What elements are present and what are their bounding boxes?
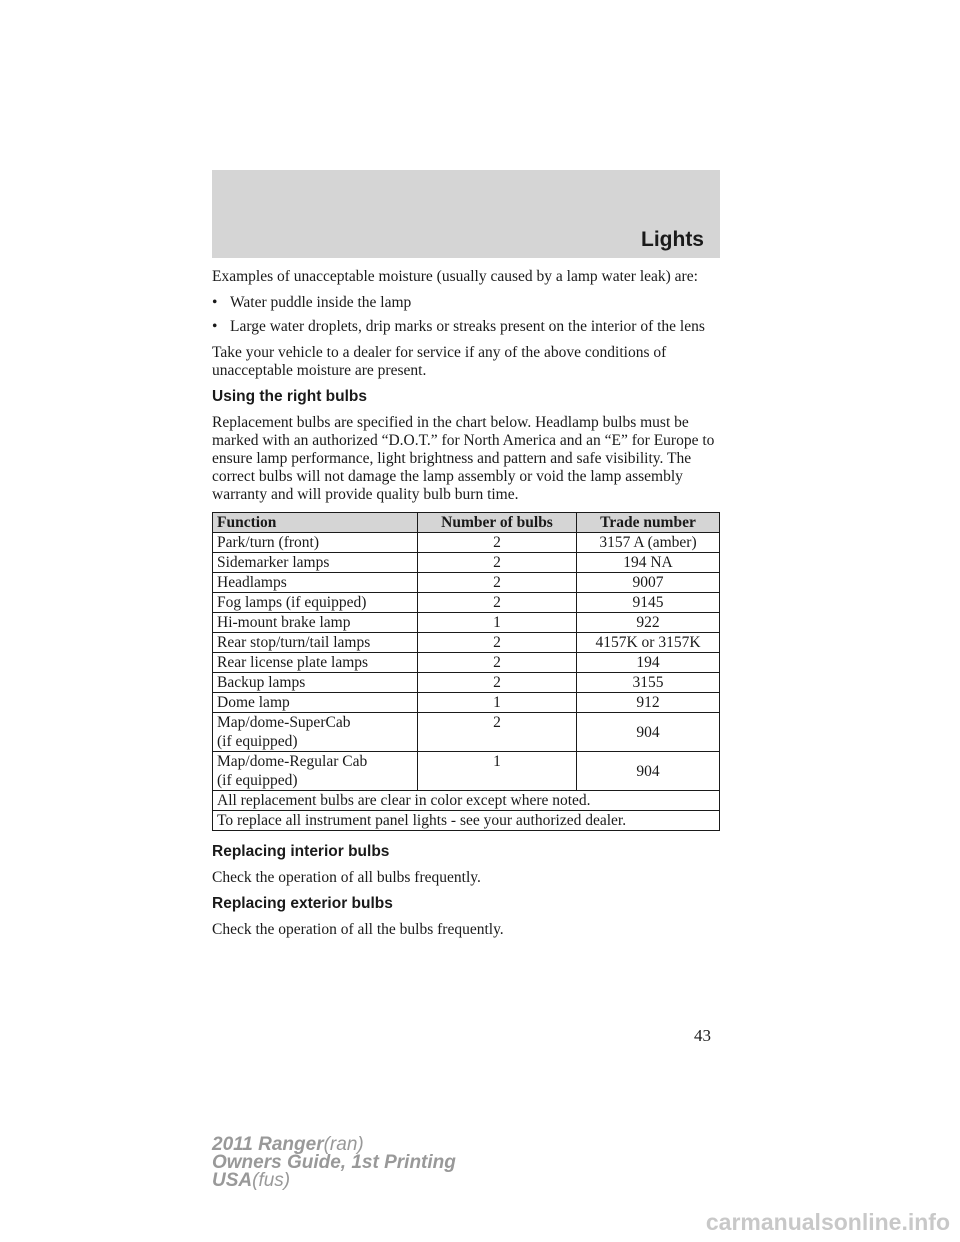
cell-function: Map/dome-SuperCab (if equipped) (213, 713, 418, 752)
cell-function: Backup lamps (213, 673, 418, 693)
cell-count: 2 (418, 673, 577, 693)
table-note-row (213, 811, 720, 831)
cell-count: 1 (418, 752, 577, 791)
cell-trade: 912 (577, 693, 720, 713)
cell-trade: 3155 (577, 673, 720, 693)
interior-bulbs-paragraph: Check the operation of all bulbs frequently. (212, 869, 481, 886)
list-item: • Large water droplets, drip marks or streaks present on the interior of the lens (212, 318, 705, 335)
cell-trade: 9007 (577, 573, 720, 593)
table-row (213, 613, 720, 633)
table-note: All replacement bulbs are clear in color except where noted. (213, 791, 720, 811)
cell-function: Rear stop/turn/tail lamps (213, 633, 418, 653)
cell-function: Sidemarker lamps (213, 553, 418, 573)
cell-trade: 3157 A (amber) (577, 533, 720, 553)
page-content (212, 268, 722, 947)
cell-count: 1 (418, 693, 577, 713)
cell-function: Dome lamp (213, 693, 418, 713)
table-row (213, 573, 720, 593)
cell-function: Park/turn (front) (213, 533, 418, 553)
cell-count: 1 (418, 613, 577, 633)
table-row (213, 593, 720, 613)
cell-trade: 194 (577, 653, 720, 673)
cell-count: 2 (418, 633, 577, 653)
cell-trade: 922 (577, 613, 720, 633)
bulb-chart-table (212, 512, 720, 831)
cell-count: 2 (418, 593, 577, 613)
table-row (213, 533, 720, 553)
heading-interior-bulbs: Replacing interior bulbs (212, 843, 390, 860)
cell-count: 2 (418, 553, 577, 573)
table-row (213, 752, 720, 791)
print-footer: 2011 Ranger(ran) Owners Guide, 1st Printing USA(fus) (212, 1134, 456, 1191)
cell-trade: 4157K or 3157K (577, 633, 720, 653)
table-note: To replace all instrument panel lights - see your authorized dealer. (213, 811, 720, 831)
cell-trade: 9145 (577, 593, 720, 613)
cell-count: 2 (418, 533, 577, 553)
bullet-icon: • (212, 318, 218, 335)
heading-exterior-bulbs: Replacing exterior bulbs (212, 895, 393, 912)
table-row (213, 713, 720, 752)
section-header-bar (212, 170, 720, 258)
page-number: 43 (694, 1026, 711, 1045)
bullet-icon: • (212, 294, 218, 311)
heading-right-bulbs: Using the right bulbs (212, 388, 367, 405)
cell-function: Rear license plate lamps (213, 653, 418, 673)
exterior-bulbs-paragraph: Check the operation of all the bulbs frequently. (212, 921, 504, 938)
column-header-number: Number of bulbs (418, 513, 577, 533)
table-row (213, 693, 720, 713)
cell-count: 2 (418, 713, 577, 752)
cell-function: Map/dome-Regular Cab (if equipped) (213, 752, 418, 791)
table-header-row (213, 513, 720, 533)
table-row (213, 673, 720, 693)
intro-paragraph: Examples of unacceptable moisture (usually caused by a lamp water leak) are: (212, 268, 698, 285)
column-header-function: Function (213, 513, 418, 533)
cell-function: Fog lamps (if equipped) (213, 593, 418, 613)
table-note-row (213, 791, 720, 811)
table-row (213, 633, 720, 653)
list-item: • Water puddle inside the lamp (212, 294, 412, 311)
watermark: carmanualsonline.info (705, 1209, 950, 1235)
cell-trade: 194 NA (577, 553, 720, 573)
dealer-paragraph: Take your vehicle to a dealer for service if any of the above conditions of unacceptable moisture are present. (212, 344, 667, 379)
table-row (213, 553, 720, 573)
cell-count: 2 (418, 573, 577, 593)
cell-function: Headlamps (213, 573, 418, 593)
column-header-trade: Trade number (577, 513, 720, 533)
cell-trade: 904 (577, 752, 720, 791)
section-title: Lights (641, 228, 704, 251)
cell-count: 2 (418, 653, 577, 673)
table-row (213, 653, 720, 673)
moisture-examples-list (212, 294, 722, 336)
cell-function: Hi-mount brake lamp (213, 613, 418, 633)
cell-trade: 904 (577, 713, 720, 752)
right-bulbs-paragraph: Replacement bulbs are specified in the chart below. Headlamp bulbs must be marked with an authorized “D.O.T.” for North America and an “E” for Europe to ensure lamp performance, light brightness and pattern and safe visibility. The correct bulbs will not damage the lamp assembly or void the lamp assembly warranty and will provide quality bulb burn time. (212, 414, 715, 503)
